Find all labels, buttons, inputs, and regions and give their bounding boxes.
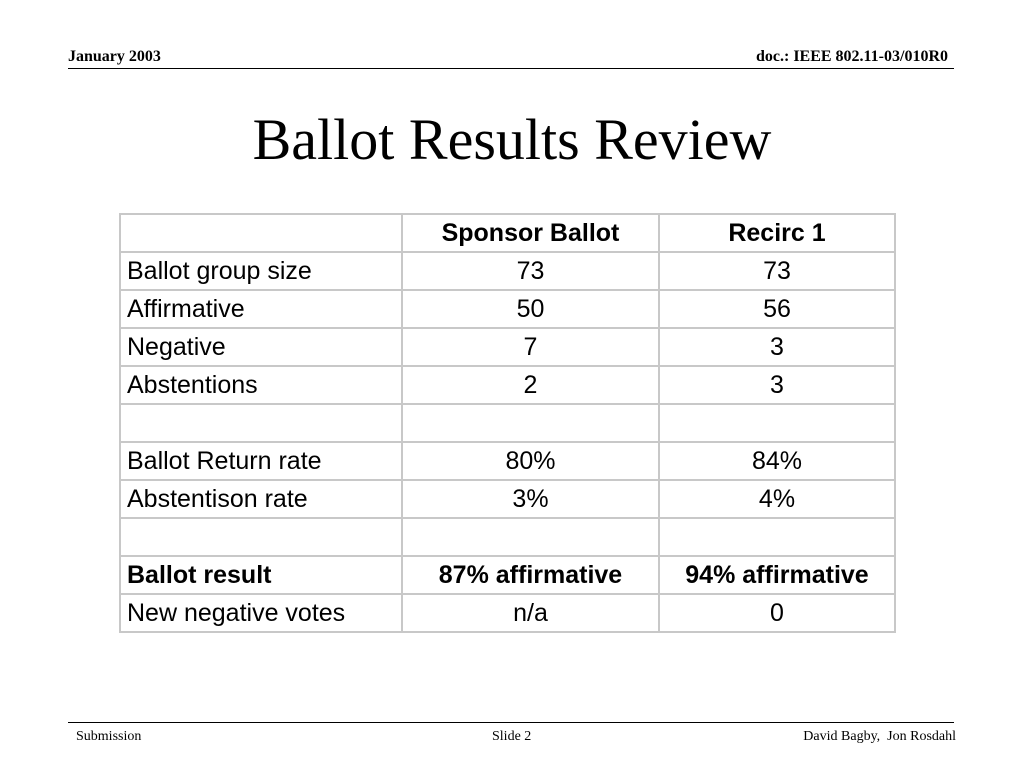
row-label: Ballot result [120,556,402,594]
header-divider [68,68,954,69]
recirc-value [659,518,895,556]
table-row [120,290,895,328]
table-row-spacer [120,518,895,556]
sponsor-value: 2 [402,366,659,404]
row-label [120,518,402,556]
table-header-row [120,214,895,252]
sponsor-value: 87% affirmative [402,556,659,594]
recirc-value: 56 [659,290,895,328]
recirc-value: 4% [659,480,895,518]
header-date: January 2003 [68,48,161,65]
row-label: Ballot group size [120,252,402,290]
sponsor-value: 3% [402,480,659,518]
slide-title: Ballot Results Review [252,107,772,172]
table-row [120,328,895,366]
column-header-sponsor-ballot: Sponsor Ballot [402,214,659,252]
footer-slide-number: Slide 2 [492,729,532,744]
footer-authors: David Bagby, Jon Rosdahl [803,729,956,744]
recirc-value: 3 [659,328,895,366]
table-row-spacer [120,404,895,442]
sponsor-value: 50 [402,290,659,328]
recirc-value: 3 [659,366,895,404]
column-header-recirc-1: Recirc 1 [659,214,895,252]
table-row [120,480,895,518]
column-header-blank [120,214,402,252]
sponsor-value [402,518,659,556]
sponsor-value: n/a [402,594,659,632]
row-label: Affirmative [120,290,402,328]
table-row-ballot-result [120,556,895,594]
table-row [120,442,895,480]
recirc-value: 73 [659,252,895,290]
table-row [120,594,895,632]
recirc-value [659,404,895,442]
footer-divider [68,722,954,723]
header-doc-id: doc.: IEEE 802.11-03/010R0 [755,48,948,65]
row-label [120,404,402,442]
sponsor-value: 80% [402,442,659,480]
sponsor-value: 7 [402,328,659,366]
row-label: Negative [120,328,402,366]
recirc-value: 0 [659,594,895,632]
table-row [120,252,895,290]
row-label: Abstentison rate [120,480,402,518]
row-label: Ballot Return rate [120,442,402,480]
row-label: Abstentions [120,366,402,404]
footer-submission: Submission [76,729,142,744]
recirc-value: 84% [659,442,895,480]
row-label: New negative votes [120,594,402,632]
ballot-results-table [119,213,896,633]
sponsor-value: 73 [402,252,659,290]
recirc-value: 94% affirmative [659,556,895,594]
table-row [120,366,895,404]
sponsor-value [402,404,659,442]
